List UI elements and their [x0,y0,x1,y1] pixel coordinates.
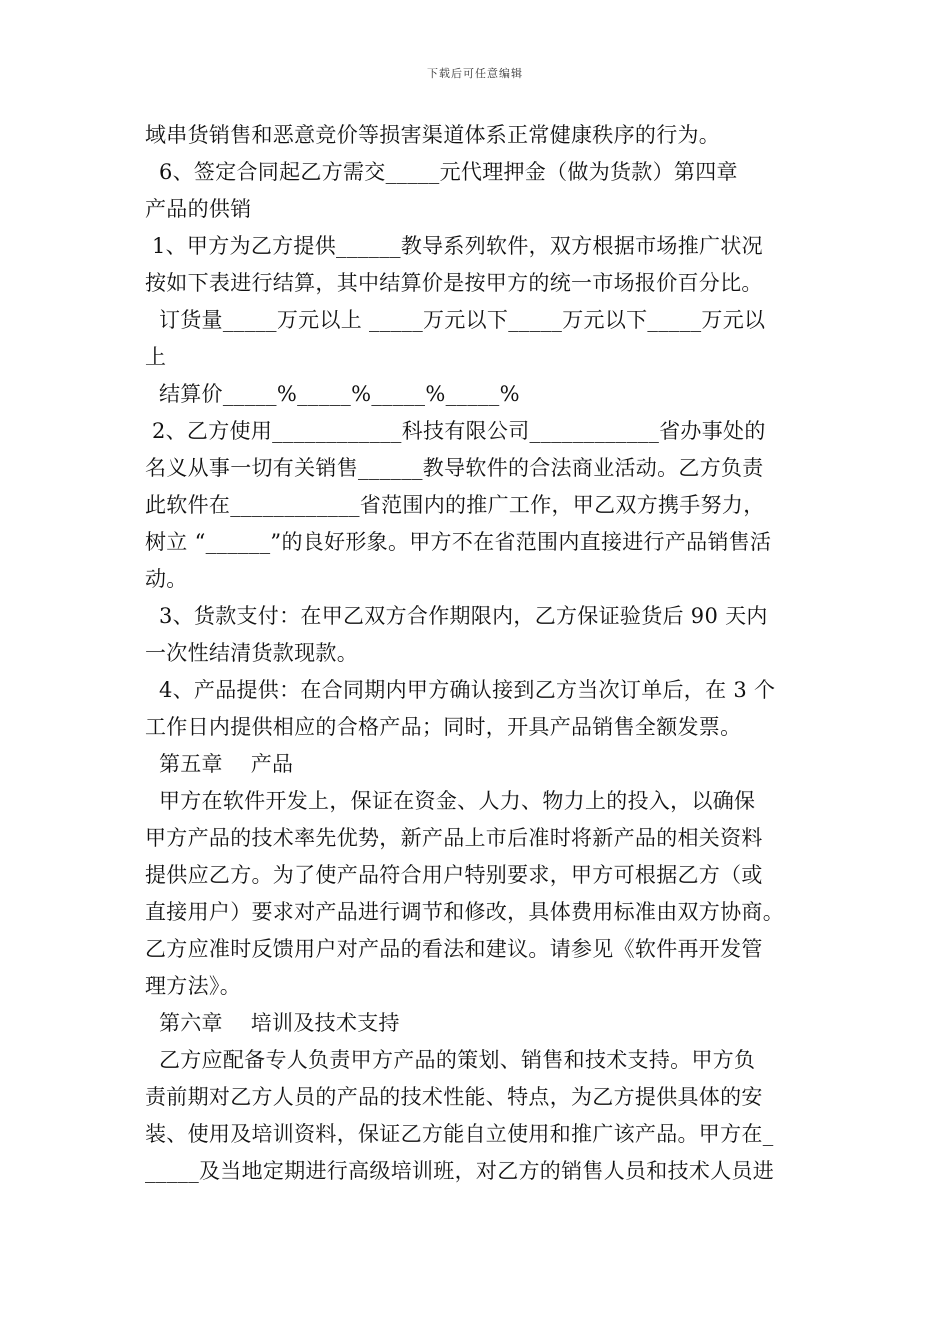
chapter-heading: 第六章 培训及技术支持 [145,1011,400,1035]
body-line: 6、签定合同起乙方需交_____元代理押金（做为货款）第四章 [145,160,738,184]
body-line: 上 [145,345,167,369]
body-line: 订货量_____万元以上 _____万元以下_____万元以下_____万元以 [145,308,766,332]
body-line: 装、使用及培训资料，保证乙方能自立使用和推广该产品。甲方在_ [145,1122,774,1146]
page-header: 下载后可任意编辑 [427,67,523,80]
body-line: 按如下表进行结算，其中结算价是按甲方的统一市场报价百分比。 [145,271,763,295]
body-line: 4、产品提供：在合同期内甲方确认接到乙方当次订单后，在 3 个 [145,678,776,702]
body-line: 名义从事一切有关销售______教导软件的合法商业活动。乙方负责 [145,456,764,480]
body-line: 理方法》。 [145,974,241,998]
body-line: 此软件在____________省范围内的推广工作，甲乙双方携手努力， [145,493,765,517]
body-line: 结算价_____%_____%_____%_____% [145,382,520,406]
body-line: 域串货销售和恶意竞价等损害渠道体系正常健康秩序的行为。 [145,123,721,147]
body-line: _____及当地定期进行高级培训班，对乙方的销售人员和技术人员进 [145,1159,775,1183]
body-line: 乙方应配备专人负责甲方产品的策划、销售和技术支持。甲方负 [145,1048,756,1072]
body-line: 树立 “______”的良好形象。甲方不在省范围内直接进行产品销售活 [145,530,772,554]
body-line: 提供应乙方。为了使产品符合用户特别要求，甲方可根据乙方（或 [145,863,763,887]
body-line: 乙方应准时反馈用户对产品的看法和建议。请参见《软件再开发管 [145,937,763,961]
chapter-heading: 第五章 产品 [145,752,294,776]
body-line: 3、货款支付：在甲乙双方合作期限内，乙方保证验货后 90 天内 [145,604,768,628]
body-line: 工作日内提供相应的合格产品；同时，开具产品销售全额发票。 [145,715,742,739]
body-line: 产品的供销 [145,197,252,221]
body-line: 2、乙方使用____________科技有限公司____________省办事处的 [145,419,766,443]
body-line: 责前期对乙方人员的产品的技术性能、特点，为乙方提供具体的安 [145,1085,763,1109]
body-line: 甲方产品的技术率先优势，新产品上市后准时将新产品的相关资料 [145,826,763,850]
body-line: 甲方在软件开发上，保证在资金、人力、物力上的投入，以确保 [145,789,756,813]
body-line: 动。 [145,567,188,591]
body-line: 直接用户）要求对产品进行调节和修改，具体费用标准由双方协商。 [145,900,784,924]
body-line: 1、甲方为乙方提供______教导系列软件，双方根据市场推广状况 [145,234,763,258]
body-line: 一次性结清货款现款。 [145,641,358,665]
